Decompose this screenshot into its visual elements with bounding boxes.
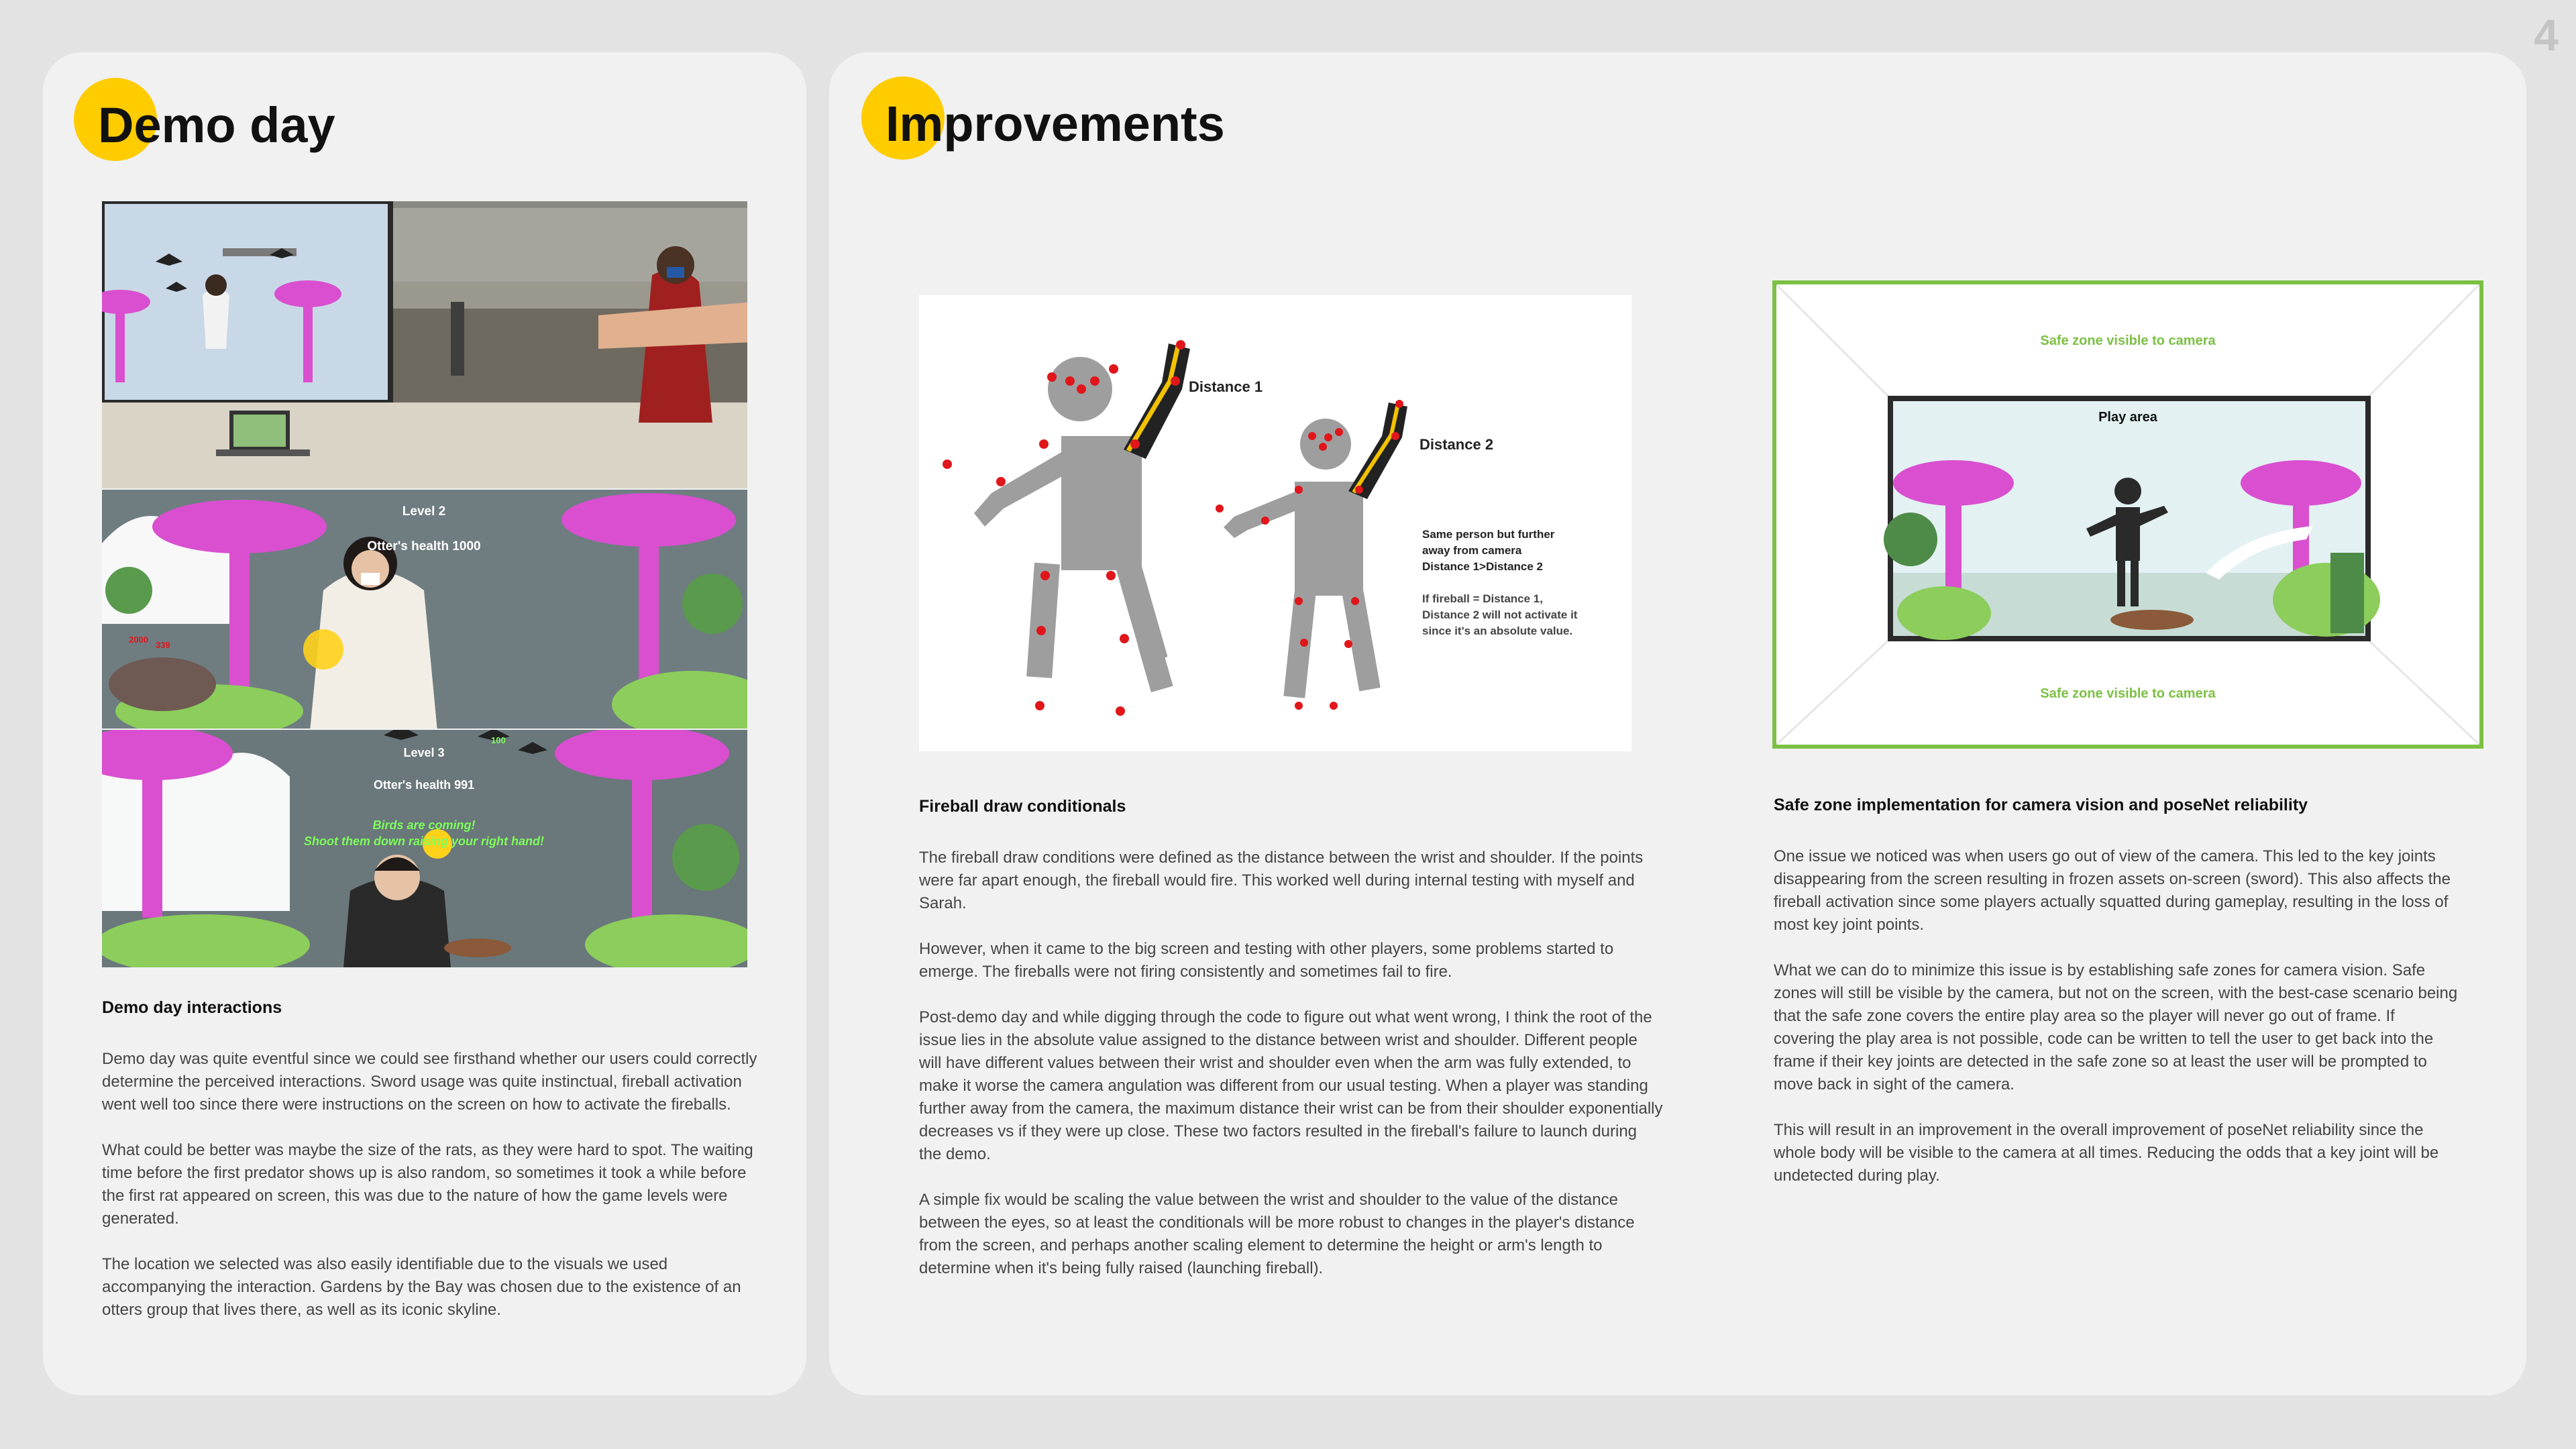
fireball-distance-diagram xyxy=(919,295,1631,751)
fireball-paragraph: However, when it came to the big screen and testing with other players, some problems started to emerge. The fireballs were not firing consistently and sometimes fail to fire. xyxy=(919,940,1614,981)
improvements-title: Improvements xyxy=(885,96,1225,152)
fireball-body xyxy=(919,847,1664,1303)
demo-paragraph: The location we selected was also easily identifiable due to the visuals we used accompanying the interaction. Gardens by the Bay was chosen due to the existence of an otters group that lives there, as well as its iconic skyline. xyxy=(102,1255,741,1319)
diagram-note: If fireball = Distance 1, xyxy=(1422,592,1543,605)
demo-day-panel xyxy=(43,52,806,1395)
demo-game-level-2 xyxy=(102,490,747,729)
fireball-paragraph: A simple fix would be scaling the value between the wrist and shoulder to the value of the distance between the eyes, so at least the conditionals will be more robust to changes in the player's distance from the screen, and perhaps another scaling element to determine the height or arm's length to determine when it's being fully raised (launching fireball). xyxy=(919,1191,1635,1277)
demo-title: Demo day xyxy=(98,97,335,153)
demo-photo-stack xyxy=(102,201,747,1018)
fireball-icon xyxy=(303,629,343,669)
fireball-paragraph: The fireball draw conditions were defined as the distance between the wrist and shoulder. If the points were far apart enough, the fireball would fire. This worked well during internal testing with myself and Sarah. xyxy=(919,849,1644,912)
page-number: 4 xyxy=(2534,10,2559,60)
level-3-alert-2: Shoot them down raising your right hand! xyxy=(304,835,544,848)
safe-zone-diagram xyxy=(1772,280,2483,749)
level-3-health: Otter's health 991 xyxy=(373,778,475,792)
level-2-score-b: 339 xyxy=(156,640,170,650)
safe-zone-bottom-label: Safe zone visible to camera xyxy=(2040,686,2216,701)
diagram-note: Same person but further xyxy=(1422,528,1555,541)
safezone-paragraph: This will result in an improvement in the overall improvement of poseNet reliability since the whole body will be visible to the camera at all times. Reducing the odds that a key joint will be undetected during play. xyxy=(1774,1121,2439,1185)
play-area xyxy=(1884,398,2380,640)
demo-subtitle: Demo day interactions xyxy=(102,998,282,1017)
level-3-score: 100 xyxy=(491,735,506,745)
fireball-paragraph: Post-demo day and while digging through the code to figure out what went wrong, I think the root of the issue lies in the absolute value assigned to the distance between wrist and shoulder. Different people will have different values between their wrist and shoulder even when the arm was fully extended, to make it worse the camera angulation was different from our usual testing. When a player was standing further away from the camera, the maximum distance their wrist can be from their shoulder exponentially decreases vs if they were up close. These two factors resulted in the fireball's failure to launch during the demo. xyxy=(919,1008,1663,1163)
safezone-body xyxy=(1774,845,2458,1210)
distance-2-label: Distance 2 xyxy=(1419,436,1494,453)
rat-sprite xyxy=(109,657,216,711)
safezone-paragraph: What we can do to minimize this issue is by establishing safe zones for camera vision. Safe zones will still be visible by the camera, but not on the screen, with the best-case scenario being that the safe zone covers the entire play area so the player will never go out of frame. If covering the play area is not possible, code can be written to tell the user to get back into the frame if their key joints are detected in the safe zone so at least the user will be prompted to move back in sight of the camera. xyxy=(1774,961,2458,1093)
level-2-health: Otter's health 1000 xyxy=(367,539,481,553)
level-3-alert-1: Birds are coming! xyxy=(372,818,476,832)
level-2-label: Level 2 xyxy=(402,504,446,519)
play-area-label: Play area xyxy=(2098,410,2157,425)
distance-1-label: Distance 1 xyxy=(1189,378,1263,395)
otter-icon xyxy=(2110,610,2194,630)
demo-paragraph: What could be better was maybe the size of the rats, as they were hard to spot. The waiting time before the first predator shows up is also random, so sometimes it took a while before the first rat appeared on screen, this was due to the nature of how the game levels were generated. xyxy=(102,1141,753,1228)
level-2-score-a: 2000 xyxy=(129,635,148,645)
safezone-subtitle: Safe zone implementation for camera vision and poseNet reliability xyxy=(1774,796,2308,814)
demo-game-level-3 xyxy=(102,730,747,967)
fireball-subtitle: Fireball draw conditionals xyxy=(919,797,1126,816)
safe-zone-top-label: Safe zone visible to camera xyxy=(2040,333,2216,348)
safezone-paragraph: One issue we noticed was when users go out of view of the camera. This led to the key joints disappearing from the screen resulting in frozen assets on-screen (sword). This also affects the fireball activation since some players actually squatted during gameplay, resulting in the loss of most key joint points. xyxy=(1774,847,2451,934)
demo-paragraph: Demo day was quite eventful since we could see firsthand whether our users could correctly determine the perceived interactions. Sword usage was quite instinctual, fireball activation went well too since there were instructions on the screen on how to activate the fireballs. xyxy=(102,1050,757,1114)
figure-near xyxy=(943,340,1263,716)
demo-photo-room xyxy=(102,201,747,488)
improvements-panel xyxy=(829,52,2526,1395)
diagram-note: Distance 1>Distance 2 xyxy=(1422,560,1544,573)
demo-body xyxy=(102,1048,766,1344)
diagram-note: Distance 2 will not activate it xyxy=(1422,608,1578,621)
level-3-label: Level 3 xyxy=(403,746,445,759)
diagram-note: away from camera xyxy=(1422,544,1522,557)
diagram-note: since it's an absolute value. xyxy=(1422,625,1573,637)
